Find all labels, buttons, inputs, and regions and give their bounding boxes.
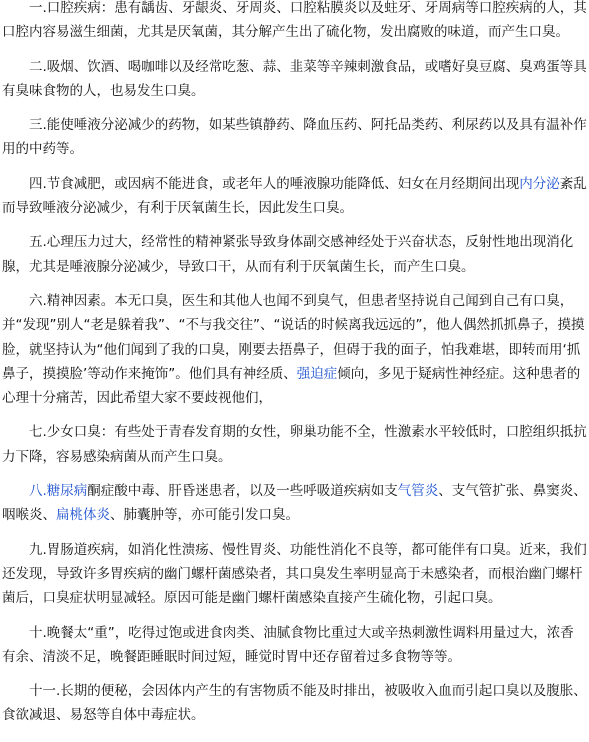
paragraph-medication [2,113,587,162]
paragraph-text: 十.晚餐太“重”，吃得过饱或进食肉类、油腻食物比重过大或辛热刺激性调料用量过大，浓香有余、清淡不足，晚餐距睡眠时间过短，睡觉时胃中还存留着过多食物等等。 [2,624,574,665]
paragraph-systemic-disease [2,479,587,528]
paragraph-text: 、支气管扩张、鼻窦炎、咽喉炎、 [2,483,587,524]
paragraph-text: 酮症酸中毒、肝昏迷患者，以及一些呼吸道疾病如支 [87,483,398,500]
paragraph-gastrointestinal [2,538,587,611]
paragraph-adolescent-girls [2,420,587,469]
paragraph-text: 十一.长期的便秘，会因体内产生的有害物质不能及时排出，被吸收入血而引起口臭以及腹胀、食欲减退、易怒等自体中毒症状。 [2,683,587,724]
paragraph-smoking-diet [2,55,587,104]
link-diabetes[interactable]: 糖尿病 [46,483,88,500]
paragraph-prefix: 八. [29,483,47,500]
link-bronchitis[interactable]: 气管炎 [397,483,439,500]
paragraph-text: 六.精神因素。本无口臭，医生和其他人也闻不到臭气，但患者坚持说自己闻到自己有口臭，并“发现”别人“老是躲着我”、“不与我交往”、“说话的时候离我远远的”，他人偶然抓抓鼻子，摸摸脸，就坚持认为“他们闻到了我的口臭，刚要去捂鼻子，但碍于我的面子，怕我难堪，即转而用‘抓鼻子，摸摸脸’等动作来掩饰”。他们具有神经质、 [2,292,585,382]
paragraph-stress [2,230,587,279]
paragraph-text: 四.节食减肥，或因病不能进食，或老年人的唾液腺功能降低、妇女在月经期间出现 [29,175,520,192]
paragraph-text: 三.能使唾液分泌减少的药物，如某些镇静药、降血压药、阿托品类药、利尿药以及具有温补作用的中药等。 [2,117,587,158]
paragraph-text: 五.心理压力过大，经常性的精神紧张导致身体副交感神经处于兴奋状态，反射性地出现消化腺，尤其是唾液腺分泌减少，导致口干，从而有利于厌氧菌生长，而产生口臭。 [2,234,574,275]
paragraph-mental-factor [2,289,587,410]
paragraph-dieting [2,172,587,221]
paragraph-text: 二.吸烟、饮酒、喝咖啡以及经常吃葱、蒜、韭菜等辛辣刺激食品，或嗜好臭豆腐、臭鸡蛋等具有臭味食物的人，也易发生口臭。 [2,58,587,99]
paragraph-text: 、肺囊肿等，亦可能引发口臭。 [110,507,299,524]
paragraph-text: 紊乱而导致唾液分泌减少，有利于厌氧菌生长，因此发生口臭。 [2,175,587,217]
paragraph-oral-disease [2,0,587,45]
link-ocd[interactable]: 强迫症 [296,365,338,382]
link-tonsillitis[interactable]: 扁桃体炎 [56,507,110,524]
link-endocrine[interactable]: 内分泌 [519,175,560,192]
paragraph-constipation [2,679,587,728]
paragraph-text: 九.胃肠道疾病，如消化性溃疡、慢性胃炎、功能性消化不良等，都可能伴有口臭。近来，我们还发现，导致许多胃疾病的幽门螺杆菌感染者，其口臭发生率明显高于未感染者，而根治幽门螺杆菌后，口臭症状明显减轻。原因可能是幽门螺杆菌感染直接产生硫化物，引起口臭。 [2,541,587,607]
paragraph-text: 倾向，多见于疑病性神经症。这种患者的心理十分痛苦，因此希望大家不要歧视他们， [2,365,581,407]
paragraph-text: 七.少女口臭：有些处于青春发育期的女性，卵巢功能不全，性激素水平较低时，口腔组织抵抗力下降，容易感染病菌从而产生口臭。 [2,424,587,465]
paragraph-text: 一.口腔疾病：患有龋齿、牙龈炎、牙周炎、口腔粘膜炎以及蛀牙、牙周病等口腔疾病的人，其口腔内容易滋生细菌，尤其是厌氧菌，其分解产生出了硫化物，发出腐败的味道，而产生口臭。 [2,0,587,41]
paragraph-heavy-dinner [2,621,587,670]
